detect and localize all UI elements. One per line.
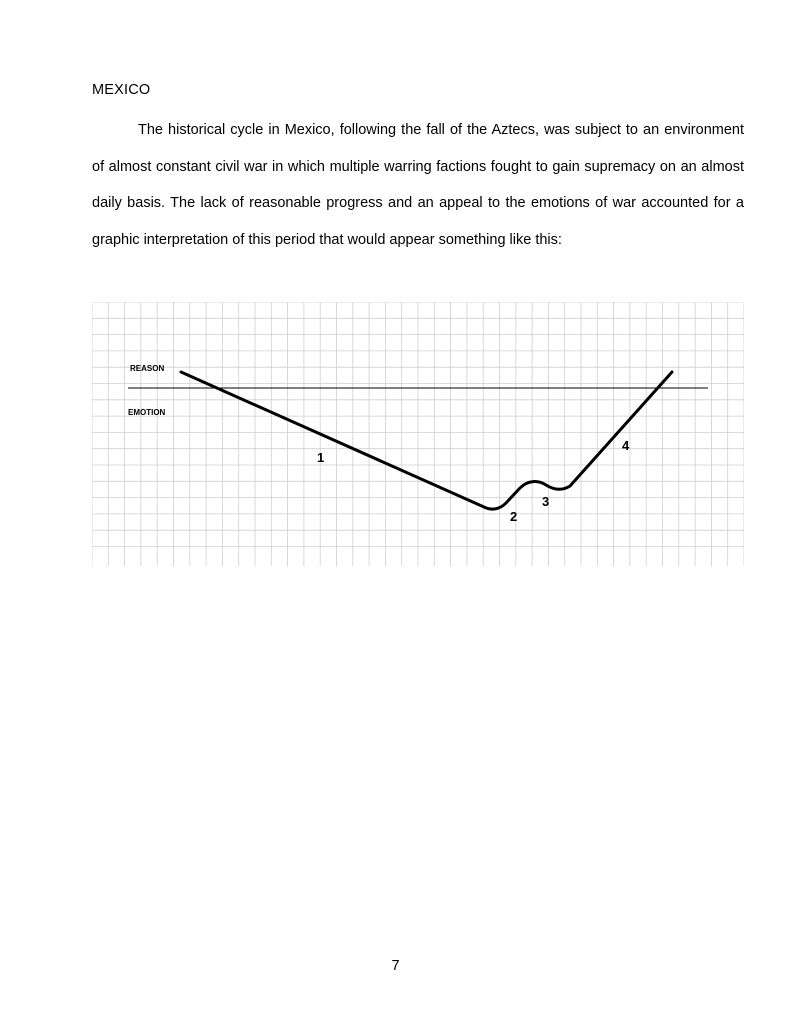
emotion-label: EMOTION <box>128 408 166 417</box>
section-heading: MEXICO <box>92 82 151 98</box>
reason-emotion-graph <box>92 302 744 566</box>
page-number: 7 <box>391 958 400 974</box>
grid <box>92 302 744 566</box>
phase-label-2: 2 <box>510 509 518 524</box>
phase-label-4: 4 <box>622 438 630 453</box>
graph-svg <box>92 302 744 566</box>
phase-label-3: 3 <box>542 494 550 509</box>
body-paragraph: The historical cycle in Mexico, following the fall of the Aztecs, was subject to an environment of almost constant civil war in which multiple warring factions fought to gain supremacy on an almost daily basis. The lack of reasonable progress and an appeal to the emotions of war accounted for a graphic interpretation of this period that would appear something like this: <box>92 122 744 248</box>
phase-label-1: 1 <box>317 450 325 465</box>
reason-label: REASON <box>130 364 165 373</box>
